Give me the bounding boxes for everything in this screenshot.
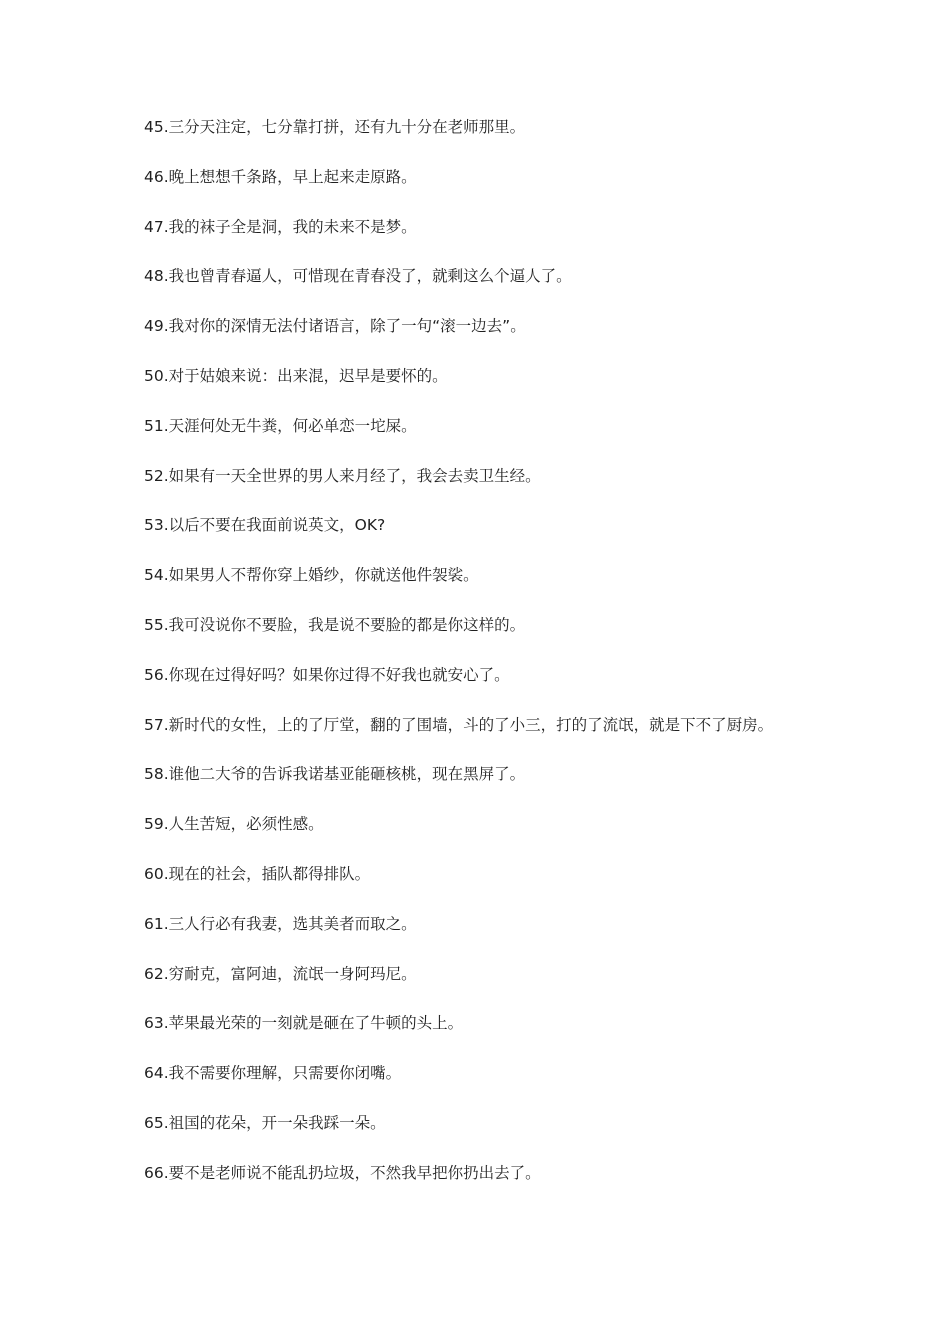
quote-line-51: 51.天涯何处无牛粪，何必单恋一坨屎。 bbox=[144, 416, 417, 435]
quote-line-59: 59.人生苦短，必须性感。 bbox=[144, 815, 324, 834]
quote-line-54: 54.如果男人不帮你穿上婚纱，你就送他件袈裟。 bbox=[144, 566, 479, 585]
quote-line-66: 66.要不是老师说不能乱扔垃圾，不然我早把你扔出去了。 bbox=[144, 1163, 541, 1182]
quote-line-63: 63.苹果最光荣的一刻就是砸在了牛顿的头上。 bbox=[144, 1014, 464, 1033]
quote-line-55: 55.我可没说你不要脸，我是说不要脸的都是你这样的。 bbox=[144, 615, 526, 634]
quote-line-52: 52.如果有一天全世界的男人来月经了，我会去卖卫生经。 bbox=[144, 466, 541, 485]
quote-line-47: 47.我的袜子全是洞，我的未来不是梦。 bbox=[144, 217, 417, 236]
quote-line-57: 57.新时代的女性，上的了厅堂，翻的了围墙，斗的了小三，打的了流氓，就是下不了厨房。 bbox=[144, 715, 774, 734]
quote-line-64: 64.我不需要你理解，只需要你闭嘴。 bbox=[144, 1064, 402, 1083]
quote-line-49: 49.我对你的深情无法付诸语言，除了一句“滚一边去”。 bbox=[144, 317, 526, 336]
quote-line-48: 48.我也曾青春逼人，可惜现在青春没了，就剩这么个逼人了。 bbox=[144, 267, 572, 286]
quote-line-61: 61.三人行必有我妻，选其美者而取之。 bbox=[144, 914, 417, 933]
quote-line-53: 53.以后不要在我面前说英文，OK? bbox=[144, 516, 386, 535]
quote-line-50: 50.对于姑娘来说：出来混，迟早是要怀的。 bbox=[144, 366, 448, 385]
quote-line-62: 62.穷耐克，富阿迪，流氓一身阿玛尼。 bbox=[144, 964, 417, 983]
quote-line-58: 58.谁他二大爷的告诉我诺基亚能砸核桃，现在黑屏了。 bbox=[144, 765, 526, 784]
quote-line-65: 65.祖国的花朵，开一朵我踩一朵。 bbox=[144, 1113, 386, 1132]
quote-line-45: 45.三分天注定，七分靠打拼，还有九十分在老师那里。 bbox=[144, 118, 526, 136]
quote-line-56: 56.你现在过得好吗？如果你过得不好我也就安心了。 bbox=[144, 665, 510, 684]
quote-line-46: 46.晚上想想千条路，早上起来走原路。 bbox=[144, 167, 417, 186]
quote-list bbox=[144, 114, 934, 1210]
quote-line-60: 60.现在的社会，插队都得排队。 bbox=[144, 864, 371, 883]
